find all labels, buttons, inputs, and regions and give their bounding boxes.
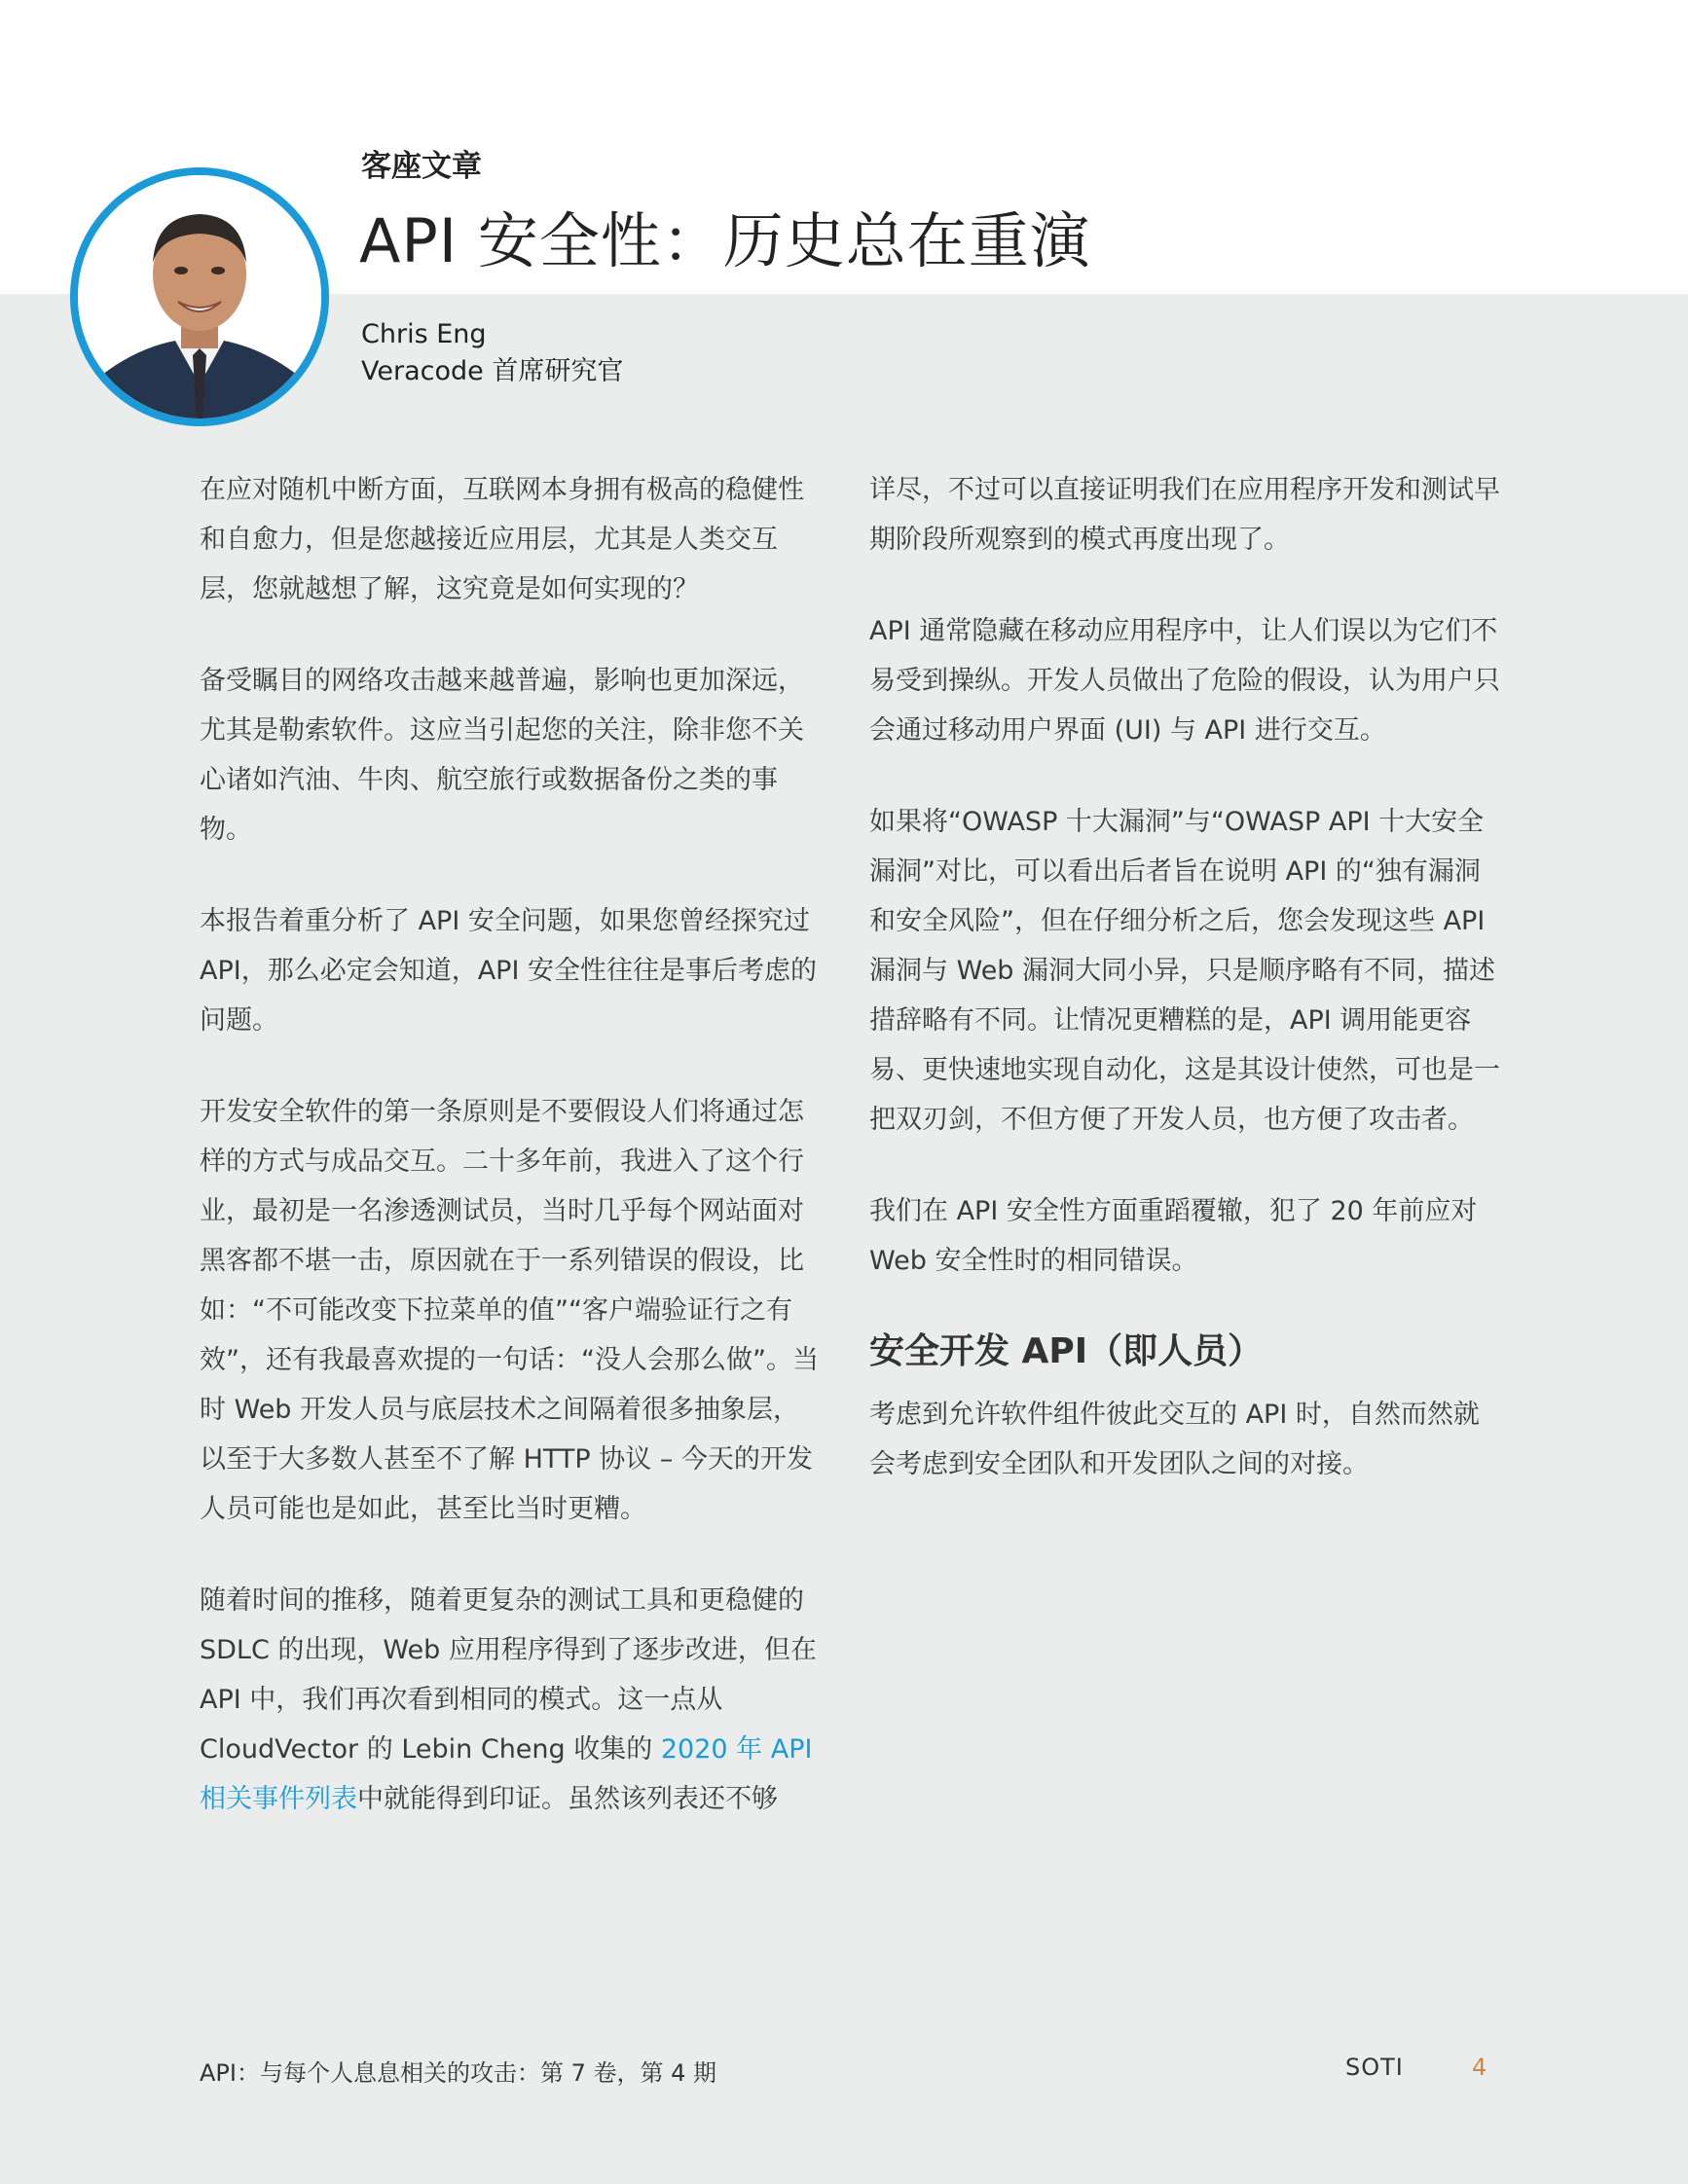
paragraph-text: 随着时间的推移，随着更复杂的测试工具和更稳健的 SDLC 的出现，Web 应用程序得到了逐步改进，但在 API 中，我们再次看到相同的模式。这一点从 CloudVector 的 Lebin Cheng 收集的 <box>200 1585 817 1765</box>
incident-list-link[interactable]: 2020 年 API 相关事件列表 <box>200 1734 813 1814</box>
paragraph: 我们在 API 安全性方面重蹈覆辙，犯了 20 年前应对 Web 安全性时的相同错误。 <box>869 1196 1478 1276</box>
author-avatar <box>70 167 329 426</box>
footer-brand: SOTI <box>1345 2054 1404 2081</box>
paragraph: API 通常隐藏在移动应用程序中，让人们误以为它们不易受到操纵。开发人员做出了危险的假设，认为用户只会通过移动用户界面 (UI) 与 API 进行交互。 <box>869 616 1500 746</box>
paragraph: 开发安全软件的第一条原则是不要假设人们将通过怎样的方式与成品交互。二十多年前，我进入了这个行业，最初是一名渗透测试员，当时几乎每个网站面对黑客都不堪一击，原因就在于一系列错误的假设，比如：“不可能改变下拉菜单的值”“客户端验证行之有效”，还有我最喜欢提的一句话：“没人会那么做”。当时 Web 开发人员与底层技术之间隔着很多抽象层，以至于大多数人甚至不了解 HTTP 协议 – 今天的开发人员可能也是如此，甚至比当时更糟。 <box>200 1097 819 1524</box>
paragraph: 考虑到允许软件组件彼此交互的 API 时，自然而然就会考虑到安全团队和开发团队之间的对接。 <box>869 1400 1480 1479</box>
author-name: Chris Eng <box>361 319 487 349</box>
page-number: 4 <box>1472 2054 1487 2081</box>
author-portrait-icon <box>78 175 321 419</box>
left-column <box>200 465 823 1866</box>
footer-publication: API：与每个人息息相关的攻击：第 7 卷，第 4 期 <box>200 2059 717 2087</box>
author-role: Veracode 首席研究官 <box>361 356 624 386</box>
paragraph-text: 中就能得到印证。虽然该列表还不够 <box>357 1784 778 1814</box>
paragraph: 备受瞩目的网络攻击越来越普遍，影响也更加深远，尤其是勒索软件。这应当引起您的关注，除非您不关心诸如汽油、牛肉、航空旅行或数据备份之类的事物。 <box>200 666 804 845</box>
page-title: API 安全性：历史总在重演 <box>359 205 1091 276</box>
paragraph: 本报告着重分析了 API 安全问题，如果您曾经探究过 API，那么必定会知道，API 安全性往往是事后考虑的问题。 <box>200 906 818 1036</box>
author-block <box>361 316 623 390</box>
article-kicker: 客座文章 <box>361 149 482 184</box>
paragraph: 详尽，不过可以直接证明我们在应用程序开发和测试早期阶段所观察到的模式再度出现了。 <box>869 475 1500 555</box>
paragraph: 如果将“OWASP 十大漏洞”与“OWASP API 十大安全漏洞”对比，可以看出后者旨在说明 API 的“独有漏洞和安全风险”，但在仔细分析之后，您会发现这些 API 漏洞与 Web 漏洞大同小异，只是顺序略有不同，描述措辞略有不同。让情况更糟糕的是，API 调用能更容易、更快速地实现自动化，这是其设计使然，可也是一把双刃剑，不但方便了开发人员，也方便了攻击者。 <box>869 807 1500 1135</box>
right-column <box>869 465 1502 1531</box>
section-heading: 安全开发 API（即人员） <box>869 1331 1264 1371</box>
paragraph-with-link <box>200 1576 823 1824</box>
paragraph: 在应对随机中断方面，互联网本身拥有极高的稳健性和自愈力，但是您越接近应用层，尤其是人类交互层，您就越想了解，这究竟是如何实现的？ <box>200 475 804 604</box>
